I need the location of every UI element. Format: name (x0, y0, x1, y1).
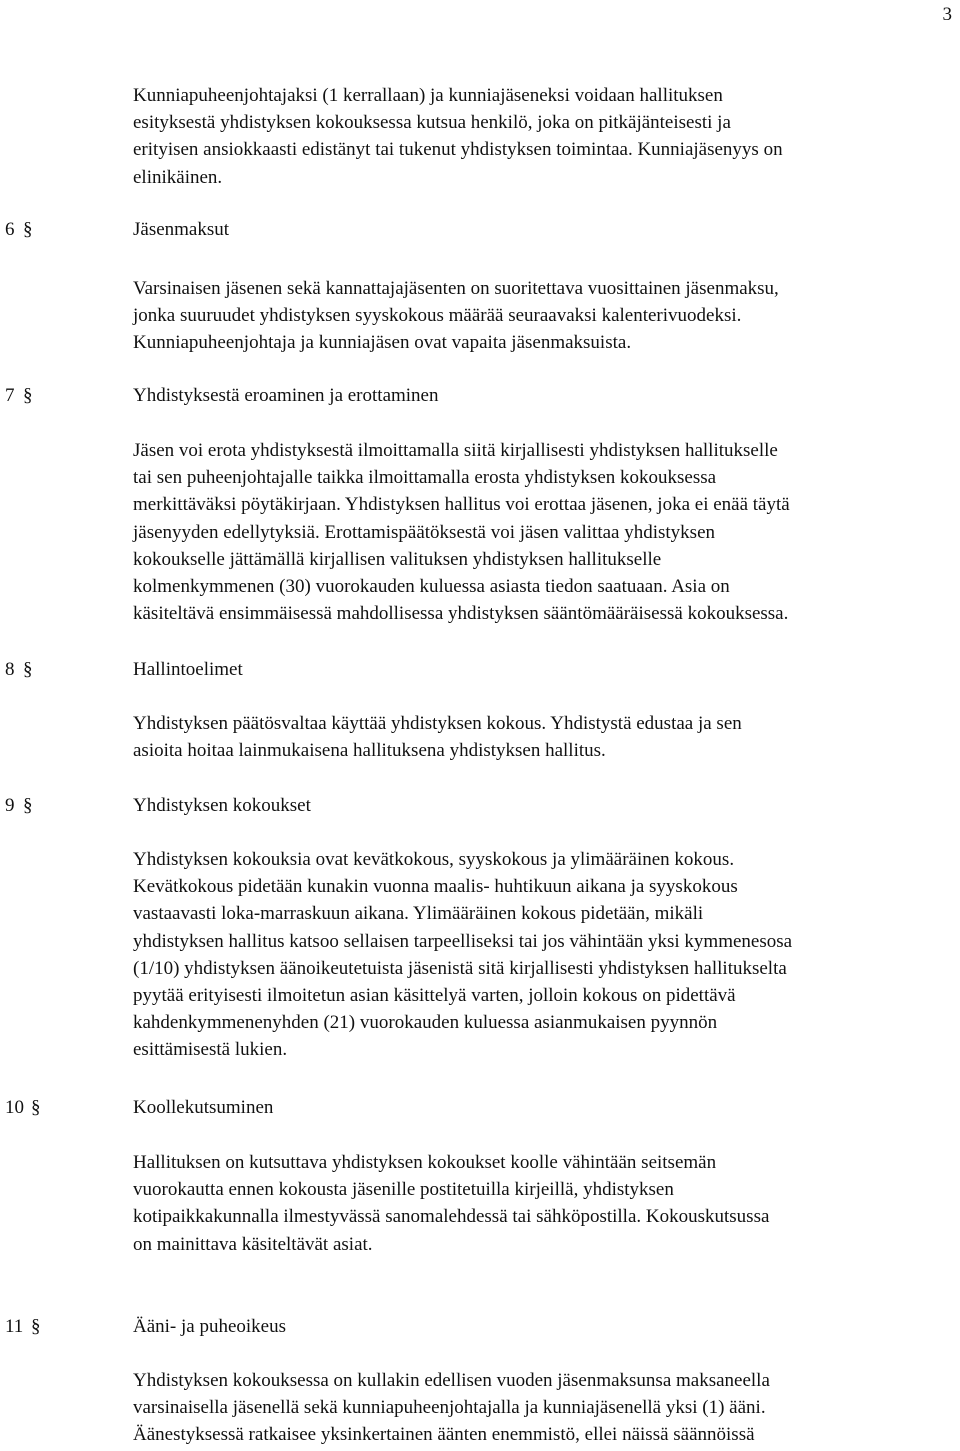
section-symbol-icon: § (23, 795, 33, 816)
section-symbol-icon: § (31, 1097, 41, 1118)
section-body-11: Yhdistyksen kokouksessa on kullakin edellisen vuoden jäsenmaksunsa maksaneella varsinaisella jäsenellä sekä kunniapuheenjohtajalla ja kunniajäsenellä yksi (1) ääni. Äänestyksessä ratkaisee yksinkertainen äänten enemmistö, ellei näissä säännöissä (133, 1370, 770, 1446)
intro-paragraph: Kunniapuheenjohtajaksi (1 kerrallaan) ja kunniajäseneksi voidaan hallituksen esityksestä yhdistyksen kokouksessa kutsua henkilö, joka on pitkäjänteisesti ja erityisen ansiokkaasti edistänyt tai tukenut yhdistyksen toimintaa. Kunniajäsenyys on elinikäinen. (133, 85, 783, 188)
section-title: Yhdistyksen kokoukset (133, 795, 311, 816)
section-heading-11 (5, 1313, 705, 1340)
section-symbol-icon: § (23, 385, 33, 406)
section-heading-6 (5, 216, 705, 243)
section-symbol-icon: § (31, 1316, 41, 1337)
section-body-8: Yhdistyksen päätösvaltaa käyttää yhdistyksen kokous. Yhdistystä edustaa ja sen asioita hoitaa lainmukaisena hallituksena yhdistyksen hallitus. (133, 713, 742, 762)
section-symbol-icon: § (23, 219, 33, 240)
section-heading-9 (5, 792, 705, 819)
section-heading-8 (5, 656, 705, 683)
section-title: Jäsenmaksut (133, 219, 230, 240)
section-number: 7 (5, 385, 15, 406)
section-body-7: Jäsen voi erota yhdistyksestä ilmoittamalla siitä kirjallisesti yhdistyksen hallitukselle tai sen puheenjohtajalle taikka ilmoittamalla erosta yhdistyksen kokouksessa merkittäväksi pöytäkirjaan. Yhdistyksen hallitus voi erottaa jäsenen, joka ei enää täytä jäsenyyden edellytyksiä. Erottamispäätöksestä voi jäsen valittaa yhdistyksen kokoukselle jättämällä kirjallisen valituksen yhdistyksen hallitukselle kolmenkymmenen (30) vuorokauden kuluessa asiasta tiedon saatuaan. Asia on käsiteltävä ensimmäisessä mahdollisessa yhdistyksen sääntömääräisessä kokouksessa. (133, 440, 790, 625)
section-number: 10 (5, 1097, 24, 1118)
section-title: Hallintoelimet (133, 659, 243, 680)
section-body-6: Varsinaisen jäsenen sekä kannattajajäsenten on suoritettava vuosittainen jäsenmaksu, jonka suuruudet yhdistyksen syyskokous määrää seuraavaksi kalenterivuodeksi. Kunniapuheenjohtaja ja kunniajäsen ovat vapaita jäsenmaksuista. (133, 278, 779, 354)
section-heading-7 (5, 382, 705, 409)
section-number: 11 (5, 1316, 24, 1337)
section-number: 6 (5, 219, 15, 240)
page-number: 3 (942, 4, 952, 25)
section-heading-10 (5, 1094, 705, 1121)
section-body-9: Yhdistyksen kokouksia ovat kevätkokous, syyskokous ja ylimääräinen kokous. Kevätkokous pidetään kunakin vuonna maalis- huhtikuun aikana ja syyskokous vastaavasti loka-marraskuun aikana. Ylimääräinen kokous pidetään, mikäli yhdistyksen hallitus katsoo sellaisen tarpeelliseksi tai jos vähintään yksi kymmenesosa (1/10) yhdistyksen äänoikeutetuista jäsenistä sitä kirjallisesti yhdistyksen hallitukselta pyytää erityisesti ilmoitetun asian käsittelyä varten, jolloin kokous on pidettävä kahdenkymmenenyhden (21) vuorokauden kuluessa asianmukaisen pyynnön esittämisestä lukien. (133, 849, 793, 1061)
section-title: Yhdistyksestä eroaminen ja erottaminen (133, 385, 439, 406)
section-number: 9 (5, 795, 15, 816)
section-body-10: Hallituksen on kutsuttava yhdistyksen kokoukset koolle vähintään seitsemän vuorokautta ennen kokousta jäsenille postitetuilla kirjeillä, yhdistyksen kotipaikkakunnalla ilmestyvässä sanomalehdessä tai sähköpostilla. Kokouskutsussa on mainittava käsiteltävät asiat. (133, 1152, 770, 1255)
section-title: Ääni- ja puheoikeus (133, 1316, 287, 1337)
section-title: Koollekutsuminen (133, 1097, 274, 1118)
section-symbol-icon: § (23, 659, 33, 680)
section-number: 8 (5, 659, 15, 680)
